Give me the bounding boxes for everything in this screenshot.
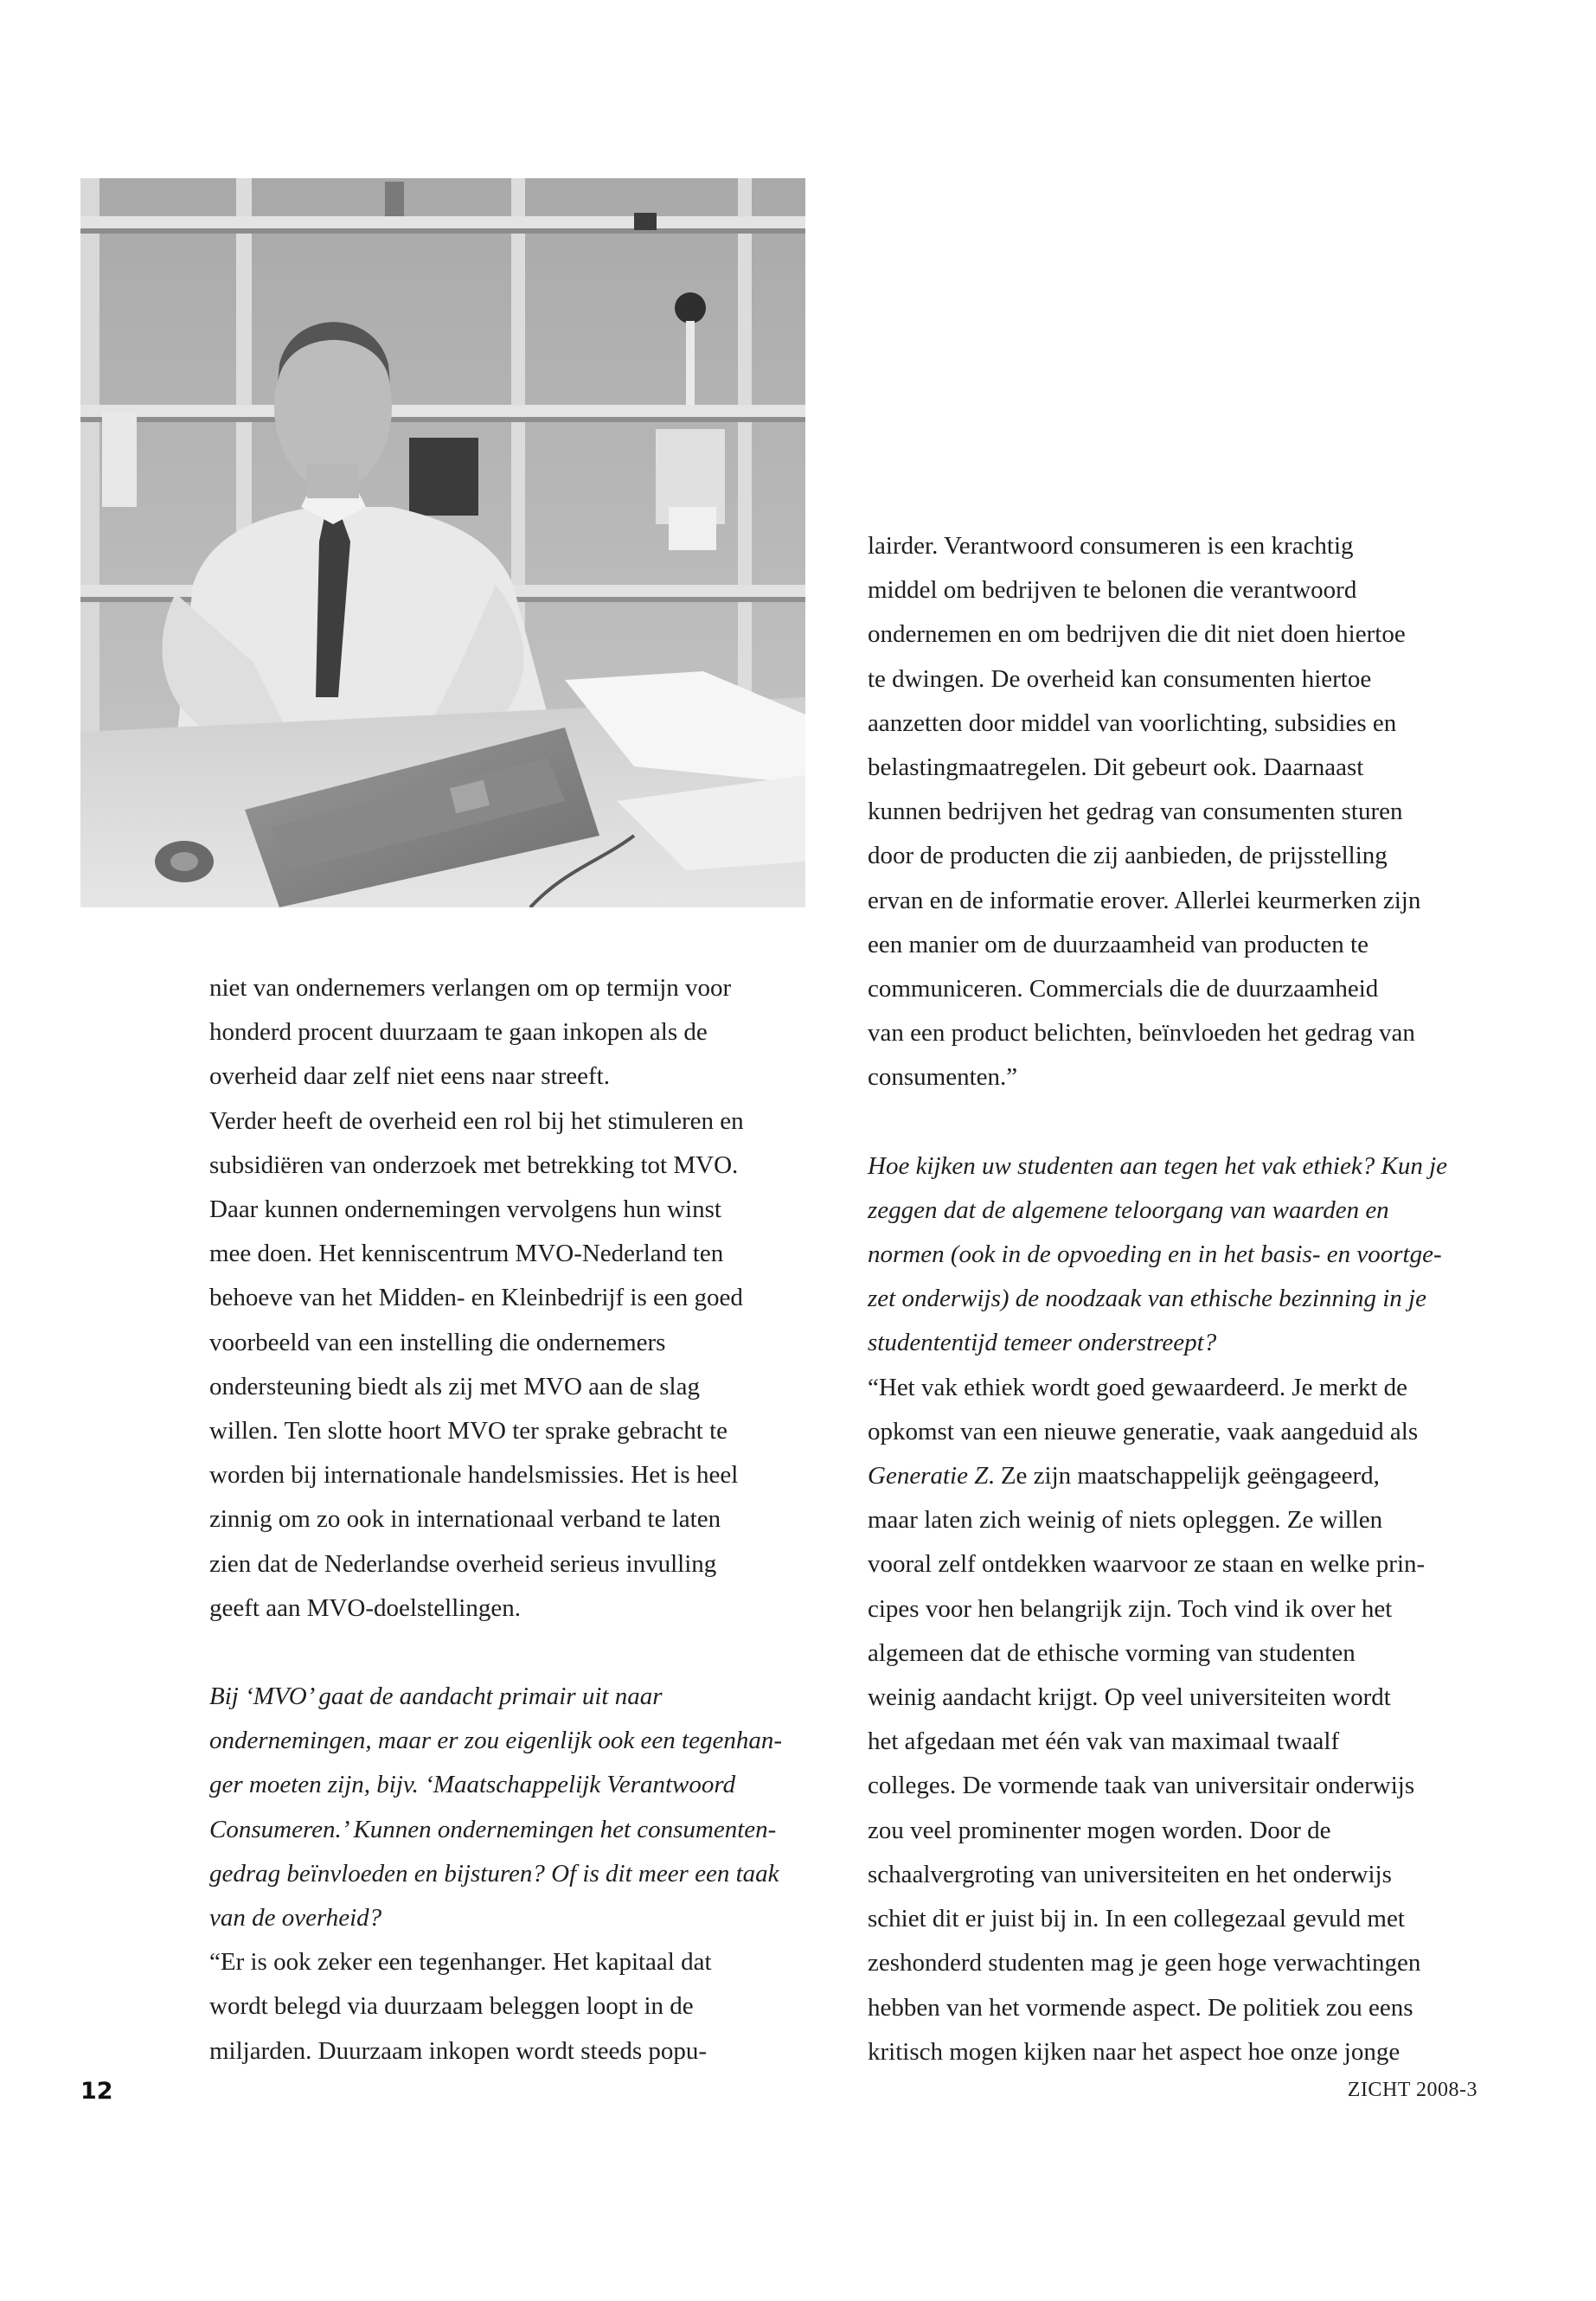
text-line: “Er is ook zeker een tegenhanger. Het kapitaal dat bbox=[209, 1948, 712, 1977]
text-line: Generatie Z. Ze zijn maatschappelijk geëngageerd, bbox=[868, 1462, 1380, 1490]
text-line: aanzetten door middel van voorlichting, subsidies en bbox=[868, 708, 1397, 737]
article-column-right bbox=[868, 524, 1551, 2074]
text-line: zien dat de Nederlandse overheid serieus invulling bbox=[209, 1549, 717, 1578]
photo-man-at-laptop bbox=[80, 178, 805, 907]
text-line: wordt belegd via duurzaam beleggen loopt in de bbox=[209, 1992, 694, 2021]
text-line: vooral zelf ontdekken waarvoor ze staan en welke prin- bbox=[868, 1550, 1426, 1579]
page-number: 12 bbox=[80, 2078, 113, 2105]
text-line: geeft aan MVO-doelstellingen. bbox=[209, 1593, 521, 1622]
interview-question bbox=[209, 1675, 893, 1940]
text-line: overheid daar zelf niet eens naar streeft. bbox=[209, 1062, 610, 1091]
text-line: het afgedaan met één vak van maximaal twaalf bbox=[868, 1727, 1340, 1756]
text-line: niet van ondernemers verlangen om op termijn voor bbox=[209, 974, 732, 1002]
interview-question bbox=[868, 1144, 1551, 1366]
text-line: ondernemingen, maar er zou eigenlijk ook een tegenhan- bbox=[209, 1727, 782, 1755]
text-line: ervan en de informatie erover. Allerlei keurmerken zijn bbox=[868, 886, 1421, 914]
text-line: door de producten die zij aanbieden, de prijsstelling bbox=[868, 842, 1388, 870]
text-line: van de overheid? bbox=[209, 1904, 382, 1932]
paragraph bbox=[868, 1366, 1551, 2074]
text-line: Hoe kijken uw studenten aan tegen het vak ethiek? Kun je bbox=[868, 1151, 1448, 1180]
text-line: “Het vak ethiek wordt goed gewaardeerd. Je merkt de bbox=[868, 1373, 1408, 1401]
text-line: weinig aandacht krijgt. Op veel universiteiten wordt bbox=[868, 1683, 1391, 1712]
text-line: kritisch mogen kijken naar het aspect hoe onze jonge bbox=[868, 2037, 1401, 2066]
text-line: van een product belichten, beïnvloeden het gedrag van bbox=[868, 1019, 1415, 1048]
text-line: honderd procent duurzaam te gaan inkopen als de bbox=[209, 1018, 708, 1047]
text-line: cipes voor hen belangrijk zijn. Toch vind ik over het bbox=[868, 1594, 1393, 1623]
text-line: zou veel prominenter mogen worden. Door de bbox=[868, 1816, 1331, 1844]
text-line: Bij ‘MVO’ gaat de aandacht primair uit naar bbox=[209, 1682, 663, 1711]
paragraph bbox=[209, 966, 893, 1099]
text-line: miljarden. Duurzaam inkopen wordt steeds popu- bbox=[209, 2036, 708, 2065]
text-line: schaalvergroting van universiteiten en het onderwijs bbox=[868, 1860, 1392, 1888]
text-line: willen. Ten slotte hoort MVO ter sprake gebracht te bbox=[209, 1417, 728, 1445]
text-line: colleges. De vormende taak van universitair onderwijs bbox=[868, 1772, 1415, 1800]
generation-term: Generatie Z bbox=[868, 1462, 989, 1490]
text-line: ondernemen en om bedrijven die dit niet doen hiertoe bbox=[868, 620, 1406, 649]
text-line: behoeve van het Midden- en Kleinbedrijf is een goed bbox=[209, 1284, 743, 1312]
text-line: ondersteuning biedt als zij met MVO aan de slag bbox=[209, 1372, 700, 1400]
text-line: Consumeren.’ Kunnen ondernemingen het consumenten- bbox=[209, 1815, 777, 1843]
text-line: opkomst van een nieuwe generatie, vaak aangeduid als bbox=[868, 1417, 1419, 1445]
text-line: Verder heeft de overheid een rol bij het stimuleren en bbox=[209, 1106, 744, 1135]
text-line: communiceren. Commercials die de duurzaamheid bbox=[868, 975, 1379, 1003]
text-line: middel om bedrijven te belonen die verantwoord bbox=[868, 576, 1357, 605]
text-line: hebben van het vormende aspect. De politiek zou eens bbox=[868, 1993, 1413, 2022]
text-line: algemeen dat de ethische vorming van studenten bbox=[868, 1638, 1356, 1667]
text-line: subsidiëren van onderzoek met betrekking tot MVO. bbox=[209, 1150, 739, 1179]
text-line: lairder. Verantwoord consumeren is een krachtig bbox=[868, 532, 1354, 560]
text-line: voorbeeld van een instelling die ondernemers bbox=[209, 1328, 666, 1356]
text-line: te dwingen. De overheid kan consumenten hiertoe bbox=[868, 664, 1372, 693]
text-line: Daar kunnen ondernemingen vervolgens hun winst bbox=[209, 1195, 721, 1224]
magazine-issue: ZICHT 2008-3 bbox=[1347, 2079, 1477, 2101]
text-line: normen (ook in de opvoeding en in het basis- en voortge- bbox=[868, 1240, 1442, 1269]
text-line: ger moeten zijn, bijv. ‘Maatschappelijk Verantwoord bbox=[209, 1771, 736, 1799]
article-photo bbox=[80, 178, 805, 907]
text-line: kunnen bedrijven het gedrag van consumenten sturen bbox=[868, 798, 1403, 826]
text-line: zeggen dat de algemene teloorgang van waarden en bbox=[868, 1195, 1389, 1224]
text-line: studententijd temeer onderstreept? bbox=[868, 1329, 1217, 1357]
paragraph bbox=[209, 1940, 893, 2073]
text-line: schiet dit er juist bij in. In een collegezaal gevuld met bbox=[868, 1905, 1405, 1933]
paragraph bbox=[868, 524, 1551, 1100]
paragraph bbox=[209, 1099, 893, 1631]
text-line: mee doen. Het kenniscentrum MVO-Nederland ten bbox=[209, 1240, 724, 1268]
text-line: zet onderwijs) de noodzaak van ethische bezinning in je bbox=[868, 1285, 1426, 1313]
text-line: consumenten.” bbox=[868, 1063, 1018, 1092]
text-line: worden bij internationale handelsmissies. Het is heel bbox=[209, 1461, 739, 1490]
text-line: zeshonderd studenten mag je geen hoge verwachtingen bbox=[868, 1949, 1421, 1977]
text-line: een manier om de duurzaamheid van producten te bbox=[868, 930, 1368, 958]
text-line: gedrag beïnvloeden en bijsturen? Of is dit meer een taak bbox=[209, 1859, 779, 1888]
text-line: maar laten zich weinig of niets opleggen. Ze willen bbox=[868, 1506, 1383, 1535]
text-line: belastingmaatregelen. Dit gebeurt ook. Daarnaast bbox=[868, 753, 1364, 782]
article-column-left bbox=[209, 966, 893, 2073]
text-line: zinnig om zo ook in internationaal verband te laten bbox=[209, 1505, 721, 1534]
